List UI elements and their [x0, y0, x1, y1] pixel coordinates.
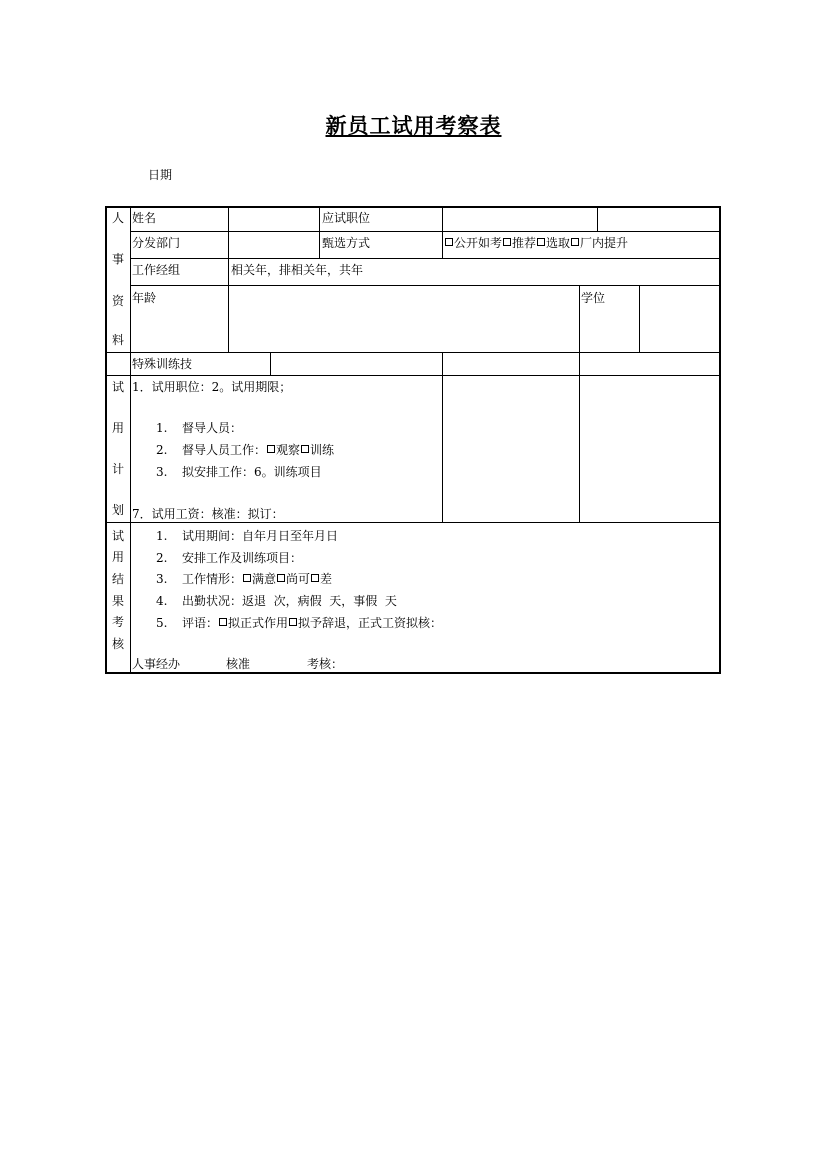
checkbox-icon[interactable] [289, 618, 297, 626]
evaluation-line: 评语： 拟正式作用 拟予辞退，正式工资拟核： [182, 616, 443, 630]
list-number: 2. [156, 443, 168, 457]
planned-work-line: 拟安排工作：6。训练项目 [182, 465, 322, 479]
department-label: 分发部门 [132, 236, 181, 250]
position-label: 应试职位 [322, 211, 371, 225]
list-number: 2. [156, 551, 168, 565]
checkbox-icon[interactable] [445, 238, 453, 246]
date-label: 日期 [148, 168, 173, 182]
list-number: 4. [156, 594, 168, 608]
work-performance-line: 工作情形： 满意 尚可 差 [182, 572, 333, 586]
special-skill-label: 特殊训练技 [132, 357, 193, 371]
signature-assess: 考核： [307, 657, 344, 671]
work-arrangement-line: 安排工作及训练项目： [182, 551, 303, 565]
trial-period-line: 试用期间：自年月日至年月日 [182, 529, 339, 543]
list-number: 3. [156, 465, 168, 479]
checkbox-icon[interactable] [277, 574, 285, 582]
checkbox-icon[interactable] [311, 574, 319, 582]
signature-approve: 核准 [226, 657, 251, 671]
experience-value: 相关年，排相关年，共年 [231, 263, 364, 277]
supervisor-line: 督导人员： [182, 421, 243, 435]
trial-position-line: 1．试用职位：2。试用期限； [132, 380, 292, 394]
checkbox-icon[interactable] [301, 445, 309, 453]
page-title: 新员工试用考察表 [325, 113, 502, 138]
list-number: 3. [156, 572, 168, 586]
experience-label: 工作经组 [132, 263, 181, 277]
checkbox-icon[interactable] [503, 238, 511, 246]
checkbox-icon[interactable] [571, 238, 579, 246]
checkbox-icon[interactable] [243, 574, 251, 582]
list-number: 1. [156, 421, 168, 435]
age-label: 年龄 [132, 291, 157, 305]
attendance-line: 出勤状况：返退 次，病假 天，事假 天 [182, 594, 397, 608]
name-label: 姓名 [132, 211, 157, 225]
list-number: 1. [156, 529, 168, 543]
supervisor-work-line: 督导人员工作： 观察 训练 [182, 443, 335, 457]
selection-options: 公开如考 推荐 选取 厂内提升 [444, 236, 628, 250]
checkbox-icon[interactable] [537, 238, 545, 246]
checkbox-icon[interactable] [267, 445, 275, 453]
signature-hr: 人事经办 [132, 657, 181, 671]
degree-label: 学位 [581, 291, 606, 305]
list-number: 5. [156, 616, 168, 630]
checkbox-icon[interactable] [219, 618, 227, 626]
selection-method-label: 甄选方式 [322, 236, 371, 250]
trial-wage-line: 7．试用工资：核准：拟订： [132, 507, 284, 521]
